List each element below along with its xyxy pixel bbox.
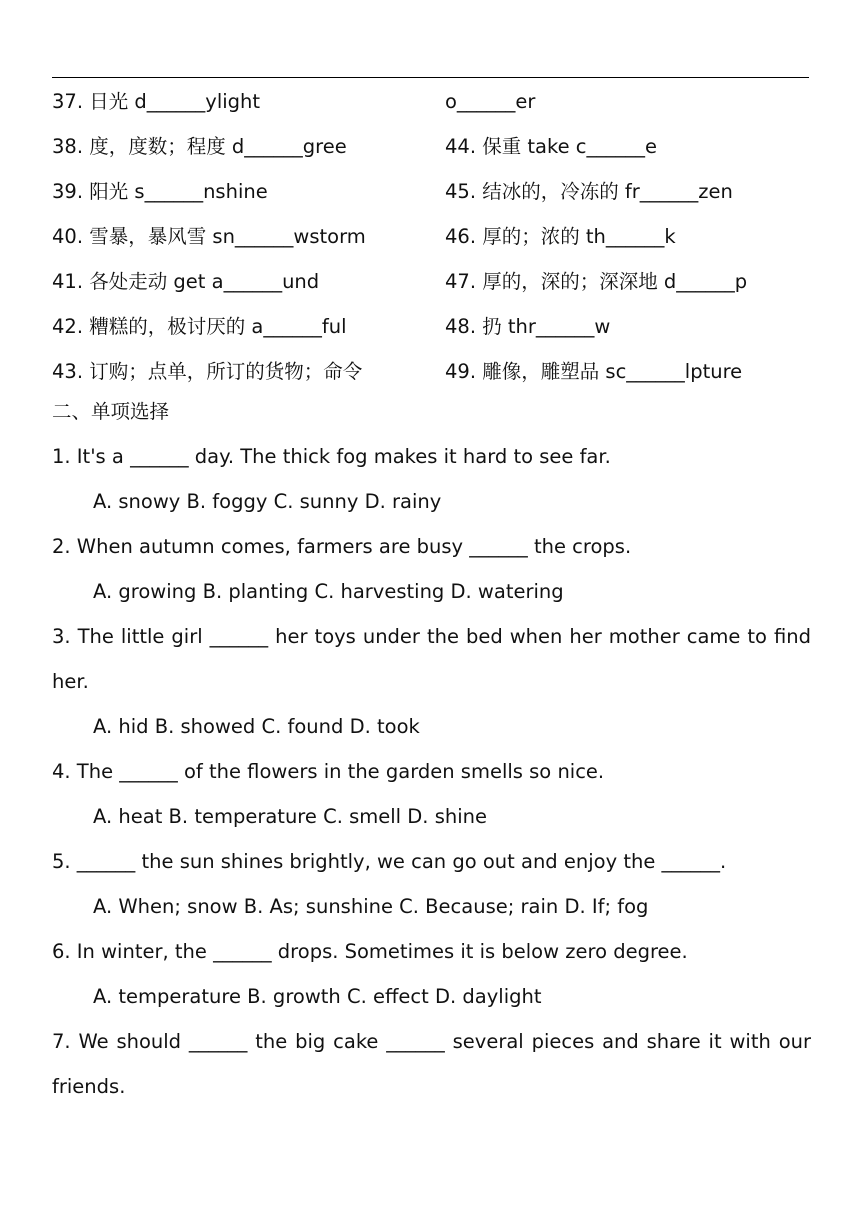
vocab-item-43-answer: o______er <box>445 90 536 113</box>
question-1: 1. It's a ______ day. The thick fog makes it hard to see far. <box>52 445 611 468</box>
question-2-options: A. growing B. planting C. harvesting D. watering <box>93 580 564 603</box>
vocab-item-40: 40. 雪暴，暴风雪 sn______wstorm <box>52 225 366 248</box>
section-title: 二、单项选择 <box>52 400 170 423</box>
vocab-item-37: 37. 日光 d______ylight <box>52 90 261 113</box>
question-7-line-1: 7. We should ______ the big cake ______ several pieces and share it with our <box>52 1030 811 1053</box>
question-6: 6. In winter, the ______ drops. Sometimes it is below zero degree. <box>52 940 688 963</box>
vocab-item-38: 38. 度，度数；程度 d______gree <box>52 135 347 158</box>
question-1-options: A. snowy B. foggy C. sunny D. rainy <box>93 490 442 513</box>
question-5-options: A. When; snow B. As; sunshine C. Because; rain D. If; fog <box>93 895 649 918</box>
question-3-line-1: 3. The little girl ______ her toys under the bed when her mother came to find <box>52 625 811 648</box>
question-4-options: A. heat B. temperature C. smell D. shine <box>93 805 487 828</box>
vocab-item-43: 43. 订购；点单，所订的货物；命令 <box>52 360 363 383</box>
vocab-item-42: 42. 糟糕的，极讨厌的 a______ful <box>52 315 347 338</box>
vocab-item-46: 46. 厚的；浓的 th______k <box>445 225 676 248</box>
question-4: 4. The ______ of the flowers in the garden smells so nice. <box>52 760 605 783</box>
vocab-item-45: 45. 结冰的，冷冻的 fr______zen <box>445 180 733 203</box>
vocab-item-39: 39. 阳光 s______nshine <box>52 180 268 203</box>
vocab-item-41: 41. 各处走动 get a______und <box>52 270 320 293</box>
question-6-options: A. temperature B. growth C. effect D. daylight <box>93 985 542 1008</box>
question-5: 5. ______ the sun shines brightly, we can go out and enjoy the ______. <box>52 850 727 873</box>
header-rule <box>52 77 809 78</box>
question-3-options: A. hid B. showed C. found D. took <box>93 715 420 738</box>
vocab-item-44: 44. 保重 take c______e <box>445 135 658 158</box>
vocab-item-48: 48. 扔 thr______w <box>445 315 611 338</box>
question-7-line-2: friends. <box>52 1075 126 1098</box>
question-3-line-2: her. <box>52 670 89 693</box>
vocab-item-49: 49. 雕像，雕塑品 sc______lpture <box>445 360 743 383</box>
vocab-item-47: 47. 厚的，深的；深深地 d______p <box>445 270 748 293</box>
question-2: 2. When autumn comes, farmers are busy ______ the crops. <box>52 535 632 558</box>
